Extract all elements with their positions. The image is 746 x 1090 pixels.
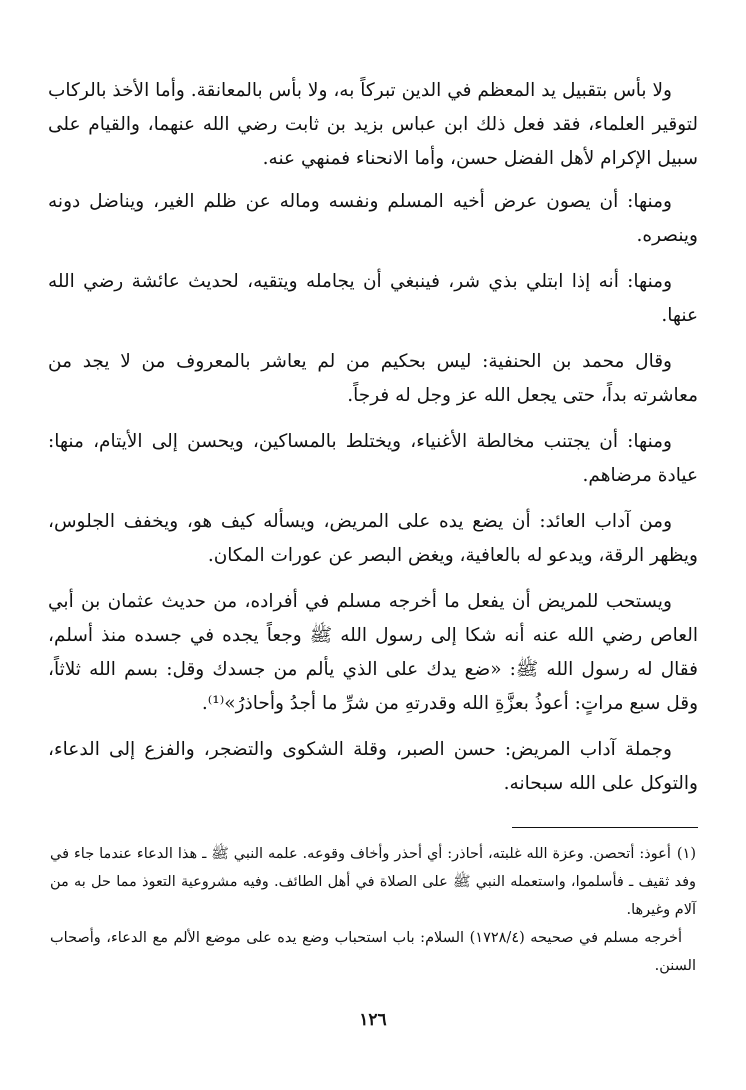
paragraph: ومنها: أن يصون عرض أخيه المسلم ونفسه وماله عن ظلم الغير، ويناضل دونه وينصره. (48, 191, 698, 246)
footnote-source: أخرجه مسلم في صحيحه (١٧٢٨/٤) السلام: باب استحباب وضع يده على موضع الألم مع الدعاء، وأصحاب السنن. (50, 930, 696, 974)
paragraph: ومن آداب العائد: أن يضع يده على المريض، ويسأله كيف هو، ويخفف الجلوس، ويظهر الرقة، ويدعو له بالعافية، ويغض البصر عن عورات المكان. (48, 511, 698, 566)
paragraph: ولا بأس بتقبيل يد المعظم في الدين تبركاً به، ولا بأس بالمعانقة. وأما الأخذ بالركاب لتوقير العلماء، فقد فعل ذلك ابن عباس بزيد بن ثابت رضي الله عنهما، والقيام على سبيل الإكرام لأهل الفضل حسن، وأما الانحناء فمنهي عنه. (48, 80, 698, 169)
footnote-number: (١) (676, 846, 696, 862)
main-text (48, 74, 698, 813)
paragraph: ومنها: أن يجتنب مخالطة الأغنياء، ويختلط بالمساكين، ويحسن إلى الأيتام، منها: عيادة مرضاهم. (48, 431, 698, 486)
paragraph: ويستحب للمريض أن يفعل ما أخرجه مسلم في أفراده، من حديث عثمان بن أبي العاص رضي الله عنه أنه شكا إلى رسول الله ﷺ وجعاً يجده في جسده منذ أسلم، فقال له رسول الله ﷺ: «ضع يدك على الذي يألم من جسدك وقل: بسم الله ثلاثاً، وقل سبع مراتٍ: أعوذُ بعزَّةِ الله وقدرتهِ من شرِّ ما أجدُ وأحاذرُ»⁽¹⁾. (48, 591, 698, 714)
paragraph: ومنها: أنه إذا ابتلي بذي شر، فينبغي أن يجامله ويتقيه، لحديث عائشة رضي الله عنها. (48, 271, 698, 326)
page-number: ١٢٦ (359, 1010, 387, 1030)
paragraph: وجملة آداب المريض: حسن الصبر، وقلة الشكوى والتضجر، والفزع إلى الدعاء، والتوكل على الله سبحانه. (48, 739, 698, 794)
footnotes-section (50, 840, 696, 980)
footnote-text: أعوذ: أتحصن. وعزة الله غلبته، أحاذر: أي أحذر وأخاف وقوعه. علمه النبي ﷺ ـ هذا الدعاء عندما جاء في وفد ثقيف ـ فأسلموا، واستعمله النبي ﷺ على الصلاة في أهل الطائف. وفيه مشروعية التعوذ مما حل به من آلام وغيرها. (50, 846, 696, 918)
paragraph: وقال محمد بن الحنفية: ليس بحكيم من لم يعاشر بالمعروف من لا يجد من معاشرته بداً، حتى يجعل الله عز وجل له فرجاً. (48, 351, 698, 406)
footnote-divider (512, 827, 698, 828)
footnote (50, 840, 696, 924)
